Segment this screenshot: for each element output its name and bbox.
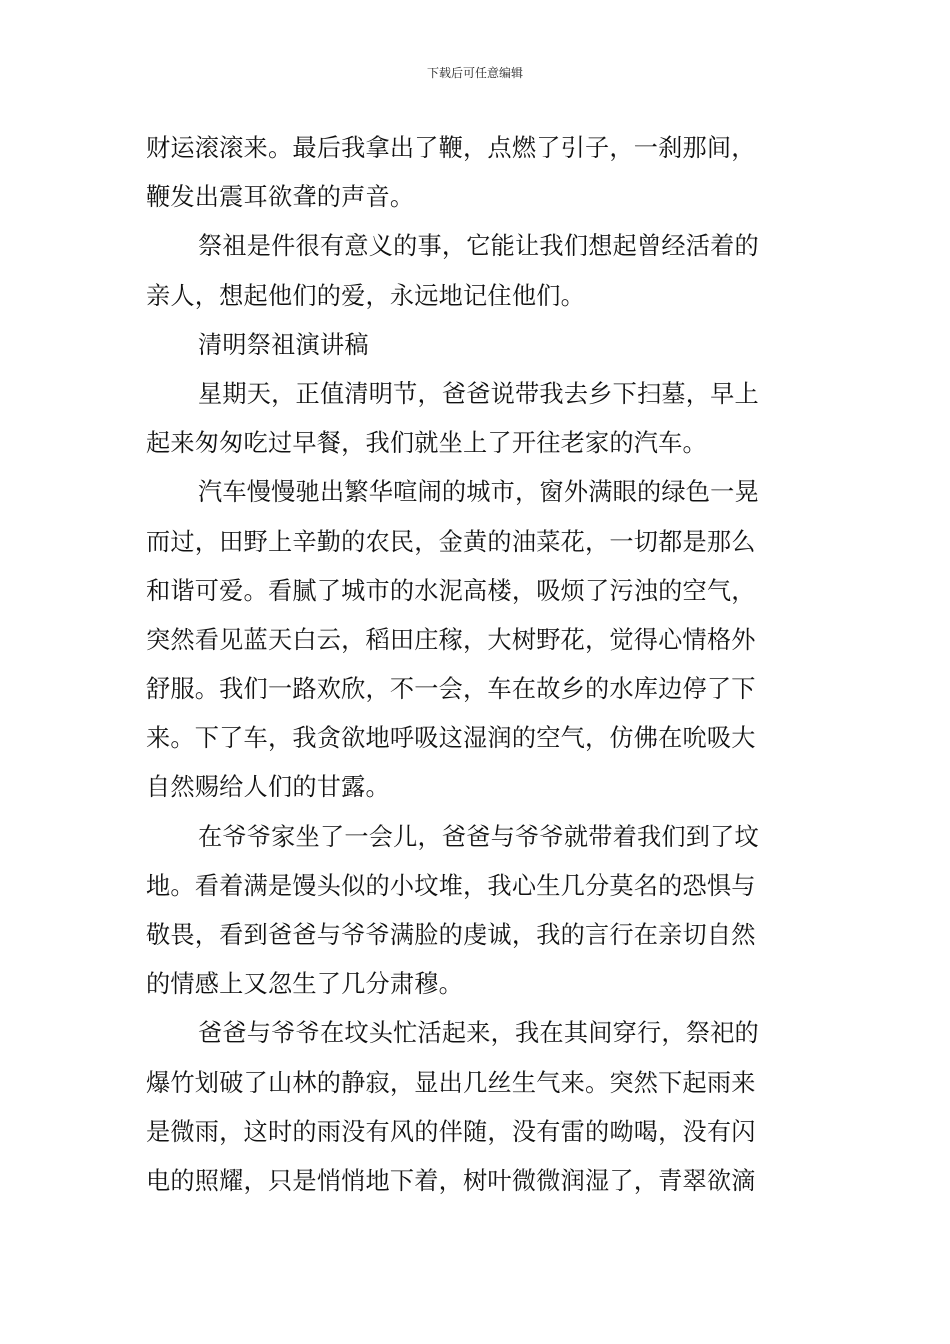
text-line: 自然赐给人们的甘露。 (146, 773, 390, 802)
text-line: 在爷爷家坐了一会儿，爸爸与爷爷就带着我们到了坟 (198, 822, 759, 851)
document-body (146, 124, 806, 1206)
text-line: 突然看见蓝天白云，稻田庄稼，大树野花，觉得心情格外 (146, 625, 756, 654)
text-line: 起来匆匆吃过早餐，我们就坐上了开往老家的汽车。 (146, 429, 707, 458)
text-line: 舒服。我们一路欢欣，不一会，车在故乡的水库边停了下 (146, 675, 756, 704)
text-line: 财运滚滚来。最后我拿出了鞭，点燃了引子，一刹那间， (146, 134, 756, 162)
page-header: 下载后可任意编辑 (426, 66, 523, 80)
text-line: 而过，田野上辛勤的农民，金黄的油菜花，一切都是那么 (146, 527, 756, 556)
text-line: 来。下了车，我贪欲地呼吸这湿润的空气，仿佛在吮吸大 (146, 724, 756, 753)
text-line: 的情感上又忽生了几分肃穆。 (146, 970, 464, 999)
text-line: 地。看着满是馒头似的小坟堆，我心生几分莫名的恐惧与 (146, 871, 756, 900)
text-line: 汽车慢慢驰出繁华喧闹的城市，窗外满眼的绿色一晃 (198, 478, 759, 507)
text-line: 和谐可爱。看腻了城市的水泥高楼，吸烦了污浊的空气， (146, 576, 756, 605)
section-title: 清明祭祖演讲稿 (198, 330, 369, 359)
text-line: 爸爸与爷爷在坟头忙活起来，我在其间穿行，祭祀的 (198, 1019, 759, 1048)
text-line: 敬畏，看到爸爸与爷爷满脸的虔诚，我的言行在亲切自然 (146, 921, 756, 949)
text-line: 鞭发出震耳欲聋的声音。 (146, 183, 415, 212)
text-line: 爆竹划破了山林的静寂，显出几丝生气来。突然下起雨来 (146, 1068, 756, 1097)
text-line: 祭祖是件很有意义的事，它能让我们想起曾经活着的 (198, 232, 759, 261)
text-line: 电的照耀，只是悄悄地下着，树叶微微润湿了，青翠欲滴 (146, 1166, 756, 1195)
text-line: 是微雨，这时的雨没有风的伴随，没有雷的呦喝，没有闪 (146, 1117, 756, 1146)
text-line: 星期天，正值清明节，爸爸说带我去乡下扫墓，早上 (198, 379, 759, 408)
text-line: 亲人，想起他们的爱，永远地记住他们。 (146, 281, 585, 310)
